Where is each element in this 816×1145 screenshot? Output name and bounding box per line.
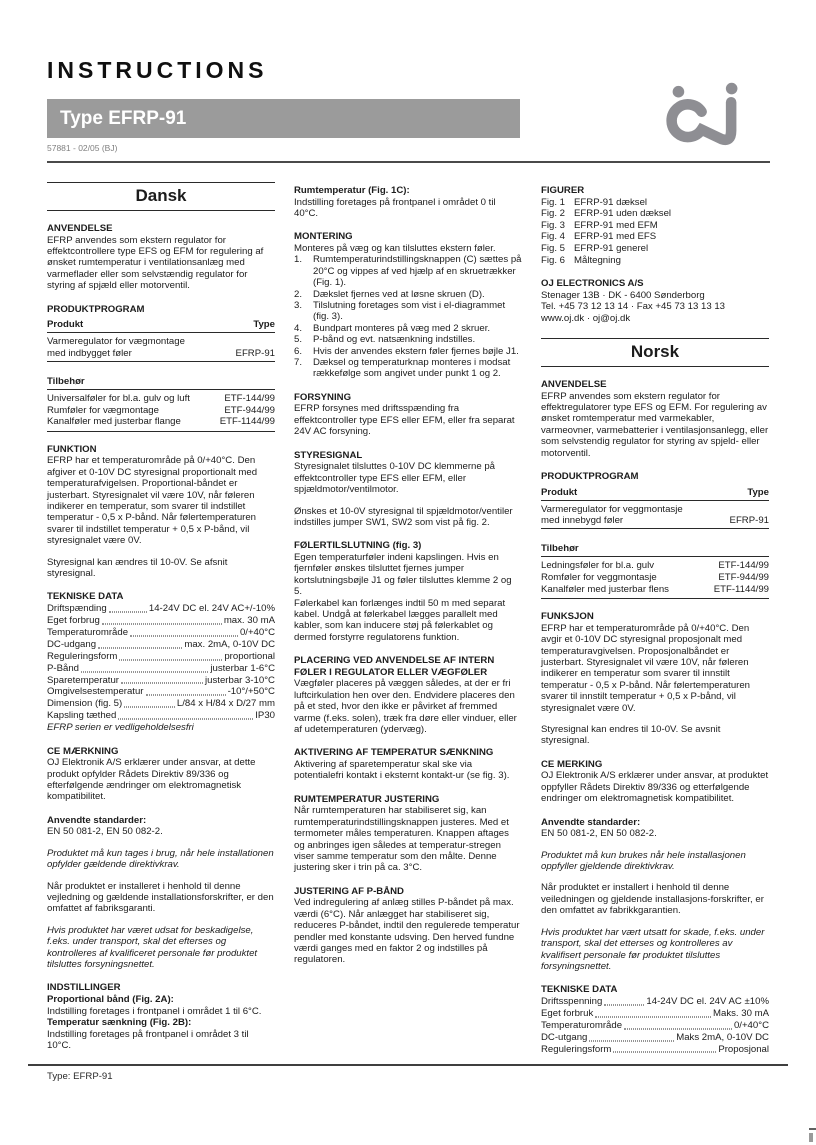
dot-leader bbox=[109, 611, 147, 612]
spec-label: Eget forbrug bbox=[47, 614, 100, 626]
spec-value: 0/+40°C bbox=[733, 1019, 769, 1031]
accessory-type: ETF-144/99 bbox=[718, 560, 769, 572]
accessory-label: Kanalføler med justerbar flens bbox=[541, 583, 669, 595]
paragraph: EFRP har et temperaturområde på 0/+40°C. Den afgiver et 0-10V DC styresignal proportionalt med temperaturafvigelsen. Proportional-båndet er justerbart. Styresignalet vil være 10V, når føleren indikerer en temperatur, som svarer til indstillet temperatur - 0,5 x P-bånd. Når følertemperaturen svarer til indstillet temperatur + 0,5 x P-bånd, vil styresignalet være 0V. bbox=[47, 455, 258, 547]
list-item bbox=[294, 346, 522, 357]
spec-value: IP30 bbox=[255, 710, 275, 722]
step-text: Dæksel og temperaturknap monteres i modsat rækkefølge som angivet under punkt 1 og 2. bbox=[313, 357, 511, 380]
paragraph: Ønskes et 10-0V styresignal til spjældmotor/ventiler indstilles jumper SW1, SW2 som vist på fig. 2. bbox=[294, 505, 513, 528]
section-title: AKTIVERING AF TEMPERATUR SÆNKNING bbox=[294, 747, 494, 759]
step-number: 4. bbox=[294, 322, 303, 334]
company-web-email: www.oj.dk · oj@oj.dk bbox=[541, 312, 631, 324]
spec-value: 0/+40°C bbox=[239, 626, 275, 638]
company-address: Stenager 13B · DK - 6400 Sønderborg bbox=[541, 289, 705, 301]
column-header-type: Type bbox=[747, 486, 769, 498]
figure-item bbox=[541, 197, 769, 209]
accessory-label: Rumføler for vægmontage bbox=[47, 404, 159, 416]
dot-leader bbox=[118, 719, 253, 720]
dot-leader bbox=[146, 695, 226, 696]
spec-value: L/84 x H/84 x D/27 mm bbox=[176, 698, 275, 710]
dot-leader bbox=[119, 659, 222, 660]
paragraph: OJ Elektronik A/S erklærer under ansvar, at produktet oppfyller Rådets Direktiv 89/336 og etterfølgende endringer om elektromagnetisk kompatibilitet. bbox=[541, 770, 769, 805]
spec-row bbox=[47, 651, 275, 663]
accessory-type: ETF-144/99 bbox=[224, 393, 275, 405]
footer-divider bbox=[28, 1064, 788, 1066]
spec-label: Dimension (fig. 5) bbox=[47, 698, 123, 710]
paragraph: EN 50 081-2, EN 50 082-2. bbox=[541, 828, 657, 840]
spec-label: Temperaturområde bbox=[541, 1019, 623, 1031]
paragraph: Styresignal kan ændres til 10-0V. Se afsnit styresignal. bbox=[47, 556, 228, 580]
figure-label: EFRP-91 generel bbox=[574, 242, 649, 254]
spec-row bbox=[47, 639, 275, 651]
figure-number: Fig. 1 bbox=[541, 196, 565, 208]
figure-label: EFRP-91 med EFS bbox=[574, 231, 657, 243]
section-title: CE MERKING bbox=[541, 758, 603, 770]
paragraph: Indstilling foretages i frontpanel i området 1 til 6°C. bbox=[47, 1005, 262, 1017]
accessory-type: ETF-944/99 bbox=[224, 404, 275, 416]
step-number: 7. bbox=[294, 357, 303, 369]
setting-subtitle: Rumtemperatur (Fig. 1C): bbox=[294, 185, 410, 196]
dot-leader bbox=[121, 683, 203, 684]
spec-value: max. 30 mA bbox=[223, 614, 275, 626]
list-item bbox=[294, 357, 522, 380]
spec-row bbox=[541, 1008, 769, 1020]
dot-leader bbox=[124, 707, 175, 708]
section-title: FUNKTION bbox=[47, 443, 97, 455]
paragraph: Monteres på væg og kan tilsluttes ekstern føler. bbox=[294, 243, 496, 254]
list-item bbox=[294, 334, 522, 345]
dot-leader bbox=[613, 1052, 716, 1053]
spec-row bbox=[541, 1020, 769, 1032]
spec-label: Reguleringsform bbox=[47, 650, 118, 662]
table-header bbox=[541, 485, 769, 501]
table-row bbox=[541, 572, 769, 584]
section-title: FØLERTILSLUTNING (fig. 3) bbox=[294, 540, 422, 552]
content-columns bbox=[47, 182, 770, 1055]
spec-label: Reguleringsform bbox=[541, 1043, 612, 1055]
section-title: PRODUKTPROGRAM bbox=[541, 471, 639, 482]
print-registration-mark bbox=[809, 1133, 813, 1142]
oj-electronics-logo-icon bbox=[656, 78, 762, 156]
accessories-table bbox=[541, 557, 769, 599]
paragraph: Styresignalet tilsluttes 0-10V DC klemmerne på effektcontroller type EFS eller EFM, eller spjældmotor/ventilmotor. bbox=[294, 461, 496, 496]
product-name: Varmeregulator for veggmontasje med innebygd føler bbox=[541, 503, 683, 526]
accessory-label: Ledningsføler for bl.a. gulv bbox=[541, 560, 655, 572]
list-item bbox=[294, 300, 522, 323]
spec-row bbox=[47, 663, 275, 675]
spec-value: Proposjonal bbox=[718, 1043, 769, 1055]
paragraph: Når rumtemperaturen har stabiliseret sig, kan rumtemperaturindstillingsknappen justeres. Med et termometer måles temperaturen. Knappen aftages og anbringes igen således at temperatur-stregen viser samme temperatur som den målte. Denne justering sker i trin på ca. 3°C. bbox=[294, 805, 509, 874]
column-middle bbox=[294, 182, 522, 1055]
spec-value: justerbar 1-6°C bbox=[210, 662, 275, 674]
figure-item bbox=[541, 243, 769, 255]
step-number: 2. bbox=[294, 288, 303, 300]
accessory-label: Universalføler for bl.a. gulv og luft bbox=[47, 393, 190, 405]
section-title: PLACERING VED ANVENDELSE AF INTERN FØLER I REGULATOR ELLER VÆGFØLER bbox=[294, 655, 495, 678]
accessory-label: Kanalføler med justerbar flange bbox=[47, 416, 181, 428]
section-title: JUSTERING AF P-BÅND bbox=[294, 885, 404, 897]
section-title: STYRESIGNAL bbox=[294, 449, 363, 461]
spec-row bbox=[47, 603, 275, 615]
page-title: INSTRUCTIONS bbox=[47, 57, 268, 83]
section-title: CE MÆRKNING bbox=[47, 745, 119, 757]
section-title: INDSTILLINGER bbox=[47, 982, 121, 994]
product-type: EFRP-91 bbox=[729, 515, 769, 526]
figure-label: EFRP-91 uden dæksel bbox=[574, 208, 672, 220]
spec-value: -10°/+50°C bbox=[227, 686, 275, 698]
step-number: 3. bbox=[294, 300, 303, 312]
spec-row bbox=[541, 1044, 769, 1056]
doc-code: 57881 - 02/05 (BJ) bbox=[47, 143, 118, 153]
column-header-product: Produkt bbox=[541, 486, 578, 498]
figure-item bbox=[541, 255, 769, 267]
section-title: Tilbehør bbox=[47, 374, 275, 390]
step-number: 6. bbox=[294, 345, 303, 357]
spec-label: P-Bånd bbox=[47, 662, 79, 674]
spec-row bbox=[541, 1032, 769, 1044]
section-title: PRODUKTPROGRAM bbox=[47, 303, 145, 315]
spec-row bbox=[47, 686, 275, 698]
spec-value: justerbar 3-10°C bbox=[205, 674, 275, 686]
paragraph: Vægføler placeres på væggen således, at der er fri luftcirkulation hen over den. Endvidere placeres den på et sted, hvor den ikke er påvirket af fremmed varme (f.eks. solen), træk fra døre eller vinduer, eller af udetemperaturen (ydervæg). bbox=[294, 678, 517, 735]
column-dansk bbox=[47, 182, 275, 1055]
table-row bbox=[541, 584, 769, 596]
dot-leader bbox=[102, 623, 222, 624]
spec-label: DC-utgang bbox=[541, 1031, 588, 1043]
spec-label: Kapsling tæthed bbox=[47, 710, 117, 722]
step-text: Tilslutning foretages som vist i el-diagrammet (fig. 3). bbox=[313, 300, 506, 323]
step-text: Rumtemperaturindstillingsknappen (C) sættes på 20°C og vippes af ved hjælp af en skruetrækker (Fig. 1). bbox=[313, 254, 522, 289]
figure-number: Fig. 4 bbox=[541, 231, 565, 243]
spec-value: max. 2mA, 0-10V DC bbox=[184, 638, 275, 650]
paragraph: Egen temperaturføler indeni kapslingen. Hvis en fjernføler ønskes tilsluttet fjernes jumper kortslutningsbøjle J1 og føler tilsluttes klemme 2 og 5. bbox=[294, 551, 512, 598]
list-item bbox=[294, 254, 522, 288]
figure-number: Fig. 3 bbox=[541, 219, 565, 231]
figure-number: Fig. 2 bbox=[541, 208, 565, 220]
spec-label: Driftspænding bbox=[47, 603, 107, 615]
list-item bbox=[294, 323, 522, 334]
dot-leader bbox=[624, 1028, 732, 1029]
paragraph: EFRP anvendes som ekstern regulator for effektregulatorer type EFS og EFM. For regulering av ønsket romtemperatur med varmekabler, varmeovner, varmebatterier i ventilasjonsanlegg, eller som selvstendig regulator for styring av spjeld- eller motorventil. bbox=[541, 390, 769, 459]
step-number: 1. bbox=[294, 254, 303, 266]
figure-label: EFRP-91 dæksel bbox=[574, 196, 648, 208]
section-title: TEKNISKE DATA bbox=[541, 984, 618, 996]
product-type: EFRP-91 bbox=[235, 347, 275, 359]
column-header-product: Produkt bbox=[47, 319, 84, 331]
paragraph: Indstilling foretages på frontpanel i området 3 til 10°C. bbox=[47, 1028, 249, 1051]
spec-label: Eget forbruk bbox=[541, 1007, 594, 1019]
accessory-type: ETF-944/99 bbox=[718, 572, 769, 583]
table-row bbox=[47, 416, 275, 428]
spec-value: proportional bbox=[224, 650, 275, 662]
column-header-type: Type bbox=[253, 319, 275, 331]
spec-value: 14-24V DC el. 24V AC ±10% bbox=[646, 995, 769, 1007]
dot-leader bbox=[130, 635, 238, 636]
directive-note: Produktet må kun brukes når hele installasjonen oppfyller gjeldende direktivkrav. bbox=[541, 849, 746, 873]
setting-subtitle: Proportional bånd (Fig. 2A): bbox=[47, 994, 174, 1005]
spec-label: Temperaturområde bbox=[47, 626, 129, 638]
language-heading-dansk: Dansk bbox=[47, 182, 275, 211]
spec-row bbox=[47, 675, 275, 687]
spec-label: Driftsspenning bbox=[541, 995, 603, 1007]
damage-note: Hvis produktet har været udsat for beskadigelse, f.eks. under transport, skal det efterses og kontrolleres af kvalificeret personale før produktet tilsluttes forsyningsnettet. bbox=[47, 924, 258, 970]
spec-row bbox=[47, 698, 275, 710]
warranty-note: Når produktet er installeret i henhold til denne vejledning og gældende installationsforskrifter, er den omfattet af fabriksgaranti. bbox=[47, 880, 274, 915]
figure-number: Fig. 5 bbox=[541, 242, 565, 254]
print-dash-mark bbox=[809, 1128, 816, 1130]
paragraph: OJ Elektronik A/S erklærer under ansvar, at dette produkt opfylder Rådets Direktiv 89/336 og efterfølgende ændringer om elektromagnetisk kompatibilitet. bbox=[47, 757, 256, 803]
step-text: Bundpart monteres på væg med 2 skruer. bbox=[313, 322, 491, 334]
type-bar-label: Type EFRP-91 bbox=[60, 108, 187, 129]
product-name: Varmeregulator for vægmontage med indbygget føler bbox=[47, 336, 185, 359]
section-title: Tilbehør bbox=[541, 541, 769, 557]
figure-item bbox=[541, 220, 769, 232]
paragraph: Ved indregulering af anlæg stilles P-båndet på max. værdi (6°C). Når anlægget har stabiliseret sig, reduceres P-båndet, indtil den regulerede temperatur pendler med konstante udsving. Den herved fundne værdi ganges med en faktor 2 og indstilles på regulatoren. bbox=[294, 897, 520, 966]
step-number: 5. bbox=[294, 334, 303, 346]
column-norsk bbox=[541, 182, 769, 1055]
paragraph: EFRP forsynes med driftsspænding fra effektcontroller type EFS eller EFM, eller fra separat 24V AC forsyning. bbox=[294, 403, 515, 438]
paragraph: EFRP har et temperaturområde på 0/+40°C. Den avgir et 0-10V DC styresignal proposjonalt med temperaturavgivelsen. Proposjonalbåndet er justerbart. Styresignalet vil være 10V, når føleren indikerer en temperatur som svarer til innstilt temperatur - 0,5 x P-bånd. Når følertemperaturen svarer til innstilt temperatur + 0,5 x P-bånd, vil styresignalet være 0V. bbox=[541, 622, 751, 714]
header-divider bbox=[47, 161, 770, 163]
accessory-label: Romføler for veggmontasje bbox=[541, 572, 657, 583]
damage-note: Hvis produktet har vært utsatt for skade, f.eks. under transport, skal det etterses og kontrolleres av kvalifisert personale før produktet tilsluttes forsyningsnettet. bbox=[541, 926, 765, 972]
spec-value: 14-24V DC el. 24V AC+/-10% bbox=[148, 603, 275, 615]
dot-leader bbox=[81, 671, 208, 672]
paragraph: Følerkabel kan forlænges indtil 50 m med separat kabel. Undgå at følerkabel lægges parallelt med kabler, som kan inducere støj på følerkablet og dermed forstyrre regulatorens funktion. bbox=[294, 597, 506, 643]
section-title: MONTERING bbox=[294, 231, 353, 243]
figure-number: Fig. 6 bbox=[541, 254, 565, 266]
section-title: TEKNISKE DATA bbox=[47, 591, 124, 603]
figure-label: EFRP-91 med EFM bbox=[574, 219, 658, 231]
directive-note: Produktet må kun tages i brug, når hele installationen opfylder gældende direktivkrav. bbox=[47, 847, 274, 871]
warranty-note: Når produktet er installert i henhold til denne veiledningen og gjeldende installasjons-forskrifter, er den omfattet av fabrikkgarantien. bbox=[541, 882, 764, 917]
section-title: ANVENDELSE bbox=[541, 378, 607, 390]
section-title: FIGURER bbox=[541, 185, 585, 196]
figure-item bbox=[541, 231, 769, 243]
table-row bbox=[541, 501, 769, 530]
list-item bbox=[294, 289, 522, 300]
setting-subtitle: Temperatur sænkning (Fig. 2B): bbox=[47, 1017, 192, 1028]
spec-row bbox=[541, 996, 769, 1008]
spec-value: Maks. 30 mA bbox=[713, 1007, 769, 1019]
table-row bbox=[541, 560, 769, 572]
section-title: ANVENDELSE bbox=[47, 223, 113, 234]
spec-row bbox=[47, 615, 275, 627]
figure-item bbox=[541, 208, 769, 220]
dot-leader bbox=[595, 1016, 711, 1017]
spec-label: Sparetemperatur bbox=[47, 674, 119, 686]
table-row bbox=[47, 333, 275, 362]
spec-label: DC-udgang bbox=[47, 638, 97, 650]
dot-leader bbox=[98, 647, 182, 648]
accessory-type: ETF-1144/99 bbox=[713, 583, 769, 595]
table-row bbox=[47, 393, 275, 405]
section-title: Anvendte standarder: bbox=[47, 814, 147, 826]
table-row bbox=[47, 405, 275, 417]
paragraph: Aktivering af sparetemperatur skal ske via potentialefri kontakt i eksternt kontakt-ur (se fig. 3). bbox=[294, 758, 510, 782]
paragraph: EFRP anvendes som ekstern regulator for effektcontrollere type EFS og EFM for regulering af ønsket rumtemperatur i ventilationsanlæg med varmeflader eller som selvstændig regulator for styring af spjæld eller motorventil. bbox=[47, 234, 264, 292]
dot-leader bbox=[589, 1040, 674, 1041]
spec-row bbox=[47, 627, 275, 639]
step-text: P-bånd og evt. natsænkning indstilles. bbox=[313, 334, 476, 346]
accessories-table bbox=[47, 390, 275, 432]
table-header bbox=[47, 317, 275, 333]
section-title: FUNKSJON bbox=[541, 611, 594, 623]
section-title: FORSYNING bbox=[294, 391, 352, 403]
accessory-type: ETF-1144/99 bbox=[219, 416, 275, 428]
language-heading-norsk: Norsk bbox=[541, 338, 769, 367]
paragraph: EN 50 081-2, EN 50 082-2. bbox=[47, 826, 163, 838]
section-title: RUMTEMPERATUR JUSTERING bbox=[294, 793, 440, 805]
paragraph: Indstilling foretages på frontpanel i området 0 til 40°C. bbox=[294, 196, 496, 219]
section-title: Anvendte standarder: bbox=[541, 816, 641, 828]
maintenance-note: EFRP serien er vedligeholdelsesfri bbox=[47, 722, 194, 734]
spec-label: Omgivelsestemperatur bbox=[47, 686, 144, 698]
footer-type-label: Type: EFRP-91 bbox=[47, 1071, 113, 1082]
type-bar bbox=[47, 99, 520, 138]
company-name: OJ ELECTRONICS A/S bbox=[541, 278, 644, 290]
spec-value: Maks 2mA, 0-10V DC bbox=[676, 1031, 769, 1043]
dot-leader bbox=[604, 1004, 644, 1005]
step-text: Hvis der anvendes ekstern føler fjernes bøjle J1. bbox=[313, 345, 519, 357]
company-phone: Tel. +45 73 12 13 14 · Fax +45 73 13 13 13 bbox=[541, 301, 726, 313]
figure-label: Måltegning bbox=[574, 254, 621, 266]
paragraph: Styresignal kan endres til 10-0V. Se avsnit styresignal. bbox=[541, 724, 721, 747]
spec-row bbox=[47, 710, 275, 722]
step-text: Dækslet fjernes ved at løsne skruen (D). bbox=[313, 288, 485, 300]
